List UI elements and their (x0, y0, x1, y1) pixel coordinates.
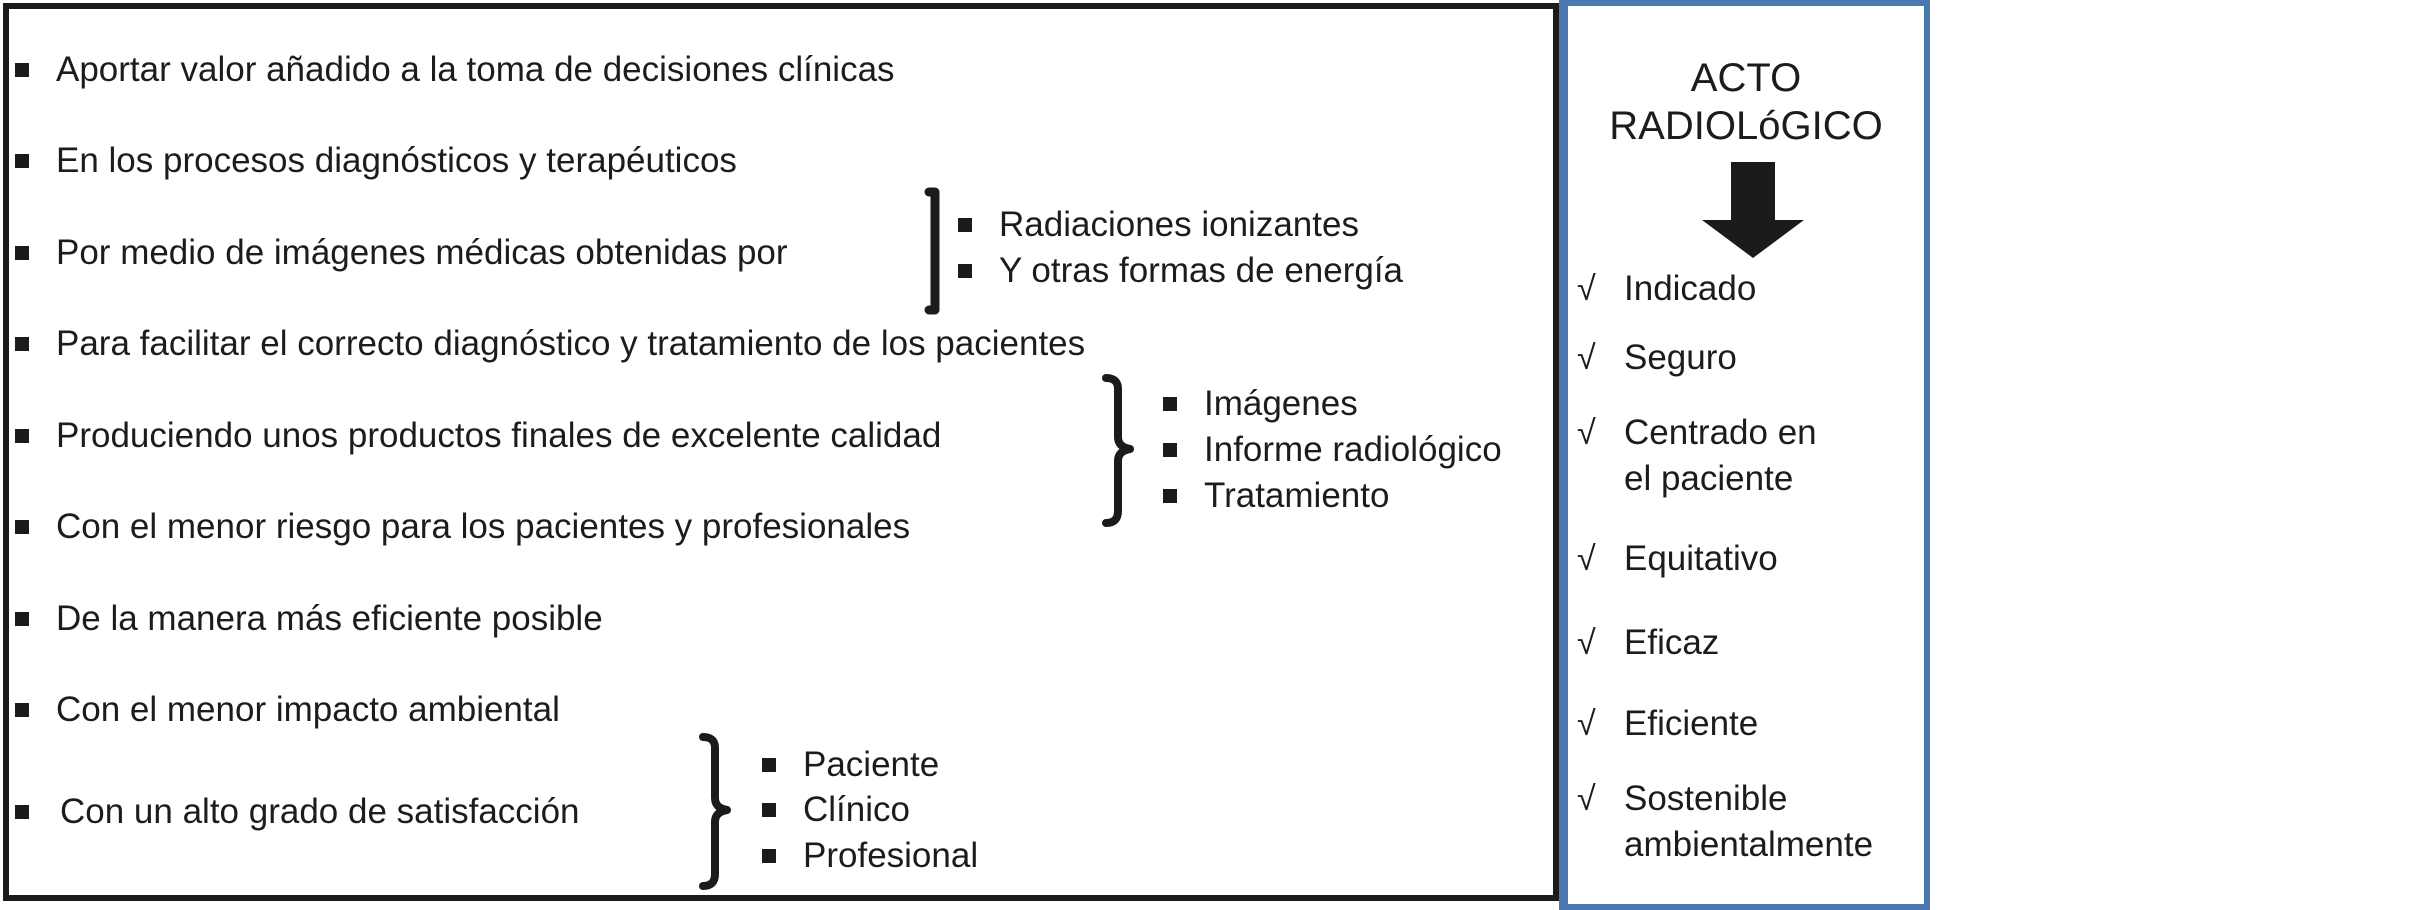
satisfaction-item (762, 745, 939, 785)
check-icon: √ (1577, 339, 1596, 377)
list-item (15, 50, 895, 90)
energy-item (958, 205, 1359, 245)
list-item (15, 792, 580, 832)
product-item (1163, 384, 1358, 424)
product-item-text: Imágenes (1204, 384, 1358, 423)
energy-item (958, 251, 1403, 291)
bullet-icon (1163, 397, 1177, 411)
quality-label-cont: el paciente (1624, 459, 1794, 498)
quality-label-cont: ambientalmente (1624, 825, 1874, 864)
quality-label: Eficiente (1624, 704, 1759, 743)
check-icon: √ (1577, 414, 1596, 452)
list-item-text: En los procesos diagnósticos y terapéuticos (56, 141, 737, 180)
bracket-products (1100, 373, 1145, 529)
satisfaction-item-text: Clínico (803, 790, 910, 829)
panel-title-line2: RADIOLóGICO (1609, 104, 1883, 148)
satisfaction-item (762, 836, 978, 876)
check-icon: √ (1577, 705, 1596, 743)
quality-label: Indicado (1624, 269, 1757, 308)
bullet-icon (15, 703, 29, 717)
bullet-icon (15, 154, 29, 168)
product-item-text: Informe radiológico (1204, 430, 1502, 469)
list-item-text: Con un alto grado de satisfacción (60, 792, 580, 831)
quality-label: Seguro (1624, 338, 1737, 377)
check-icon: √ (1577, 780, 1596, 818)
list-item (15, 233, 788, 273)
bracket-energy (925, 188, 955, 318)
list-item (15, 416, 941, 456)
list-item (15, 324, 1085, 364)
bullet-icon (958, 264, 972, 278)
satisfaction-item-text: Profesional (803, 836, 979, 875)
quality-label: Eficaz (1624, 623, 1720, 662)
down-arrow-icon (1698, 160, 1808, 260)
check-icon: √ (1577, 270, 1596, 308)
list-item-text: De la manera más eficiente posible (56, 599, 603, 638)
list-item (15, 141, 737, 181)
satisfaction-item (762, 790, 910, 830)
list-item-text: Aportar valor añadido a la toma de decisiones clínicas (56, 50, 895, 89)
bullet-icon (762, 758, 776, 772)
quality-label: Centrado en (1624, 413, 1817, 452)
bullet-icon (762, 803, 776, 817)
bullet-icon (15, 63, 29, 77)
product-item (1163, 430, 1502, 470)
bullet-icon (762, 849, 776, 863)
panel-title-line1: ACTO (1690, 56, 1802, 100)
list-item-text: Con el menor riesgo para los pacientes y profesionales (56, 507, 911, 546)
list-item-text: Por medio de imágenes médicas obtenidas por (56, 233, 788, 272)
list-item-text: Produciendo unos productos finales de excelente calidad (56, 416, 942, 455)
bullet-icon (1163, 489, 1177, 503)
bullet-icon (958, 218, 972, 232)
satisfaction-item-text: Paciente (803, 745, 940, 784)
bracket-satisfaction (697, 732, 742, 892)
bullet-icon (15, 805, 29, 819)
list-item-text: Para facilitar el correcto diagnóstico y tratamiento de los pacientes (56, 324, 1086, 363)
check-icon: √ (1577, 624, 1596, 662)
energy-item-text: Y otras formas de energía (999, 251, 1404, 290)
list-item-text: Con el menor impacto ambiental (56, 690, 560, 729)
product-item (1163, 476, 1389, 516)
quality-label: Equitativo (1624, 539, 1778, 578)
product-item-text: Tratamiento (1204, 476, 1390, 515)
bullet-icon (15, 429, 29, 443)
energy-item-text: Radiaciones ionizantes (999, 205, 1359, 244)
bullet-icon (15, 246, 29, 260)
check-icon: √ (1577, 540, 1596, 578)
bullet-icon (1163, 443, 1177, 457)
list-item (15, 690, 560, 730)
bullet-icon (15, 337, 29, 351)
bullet-icon (15, 612, 29, 626)
list-item (15, 507, 910, 547)
bullet-icon (15, 520, 29, 534)
list-item (15, 599, 603, 639)
quality-label: Sostenible (1624, 779, 1788, 818)
